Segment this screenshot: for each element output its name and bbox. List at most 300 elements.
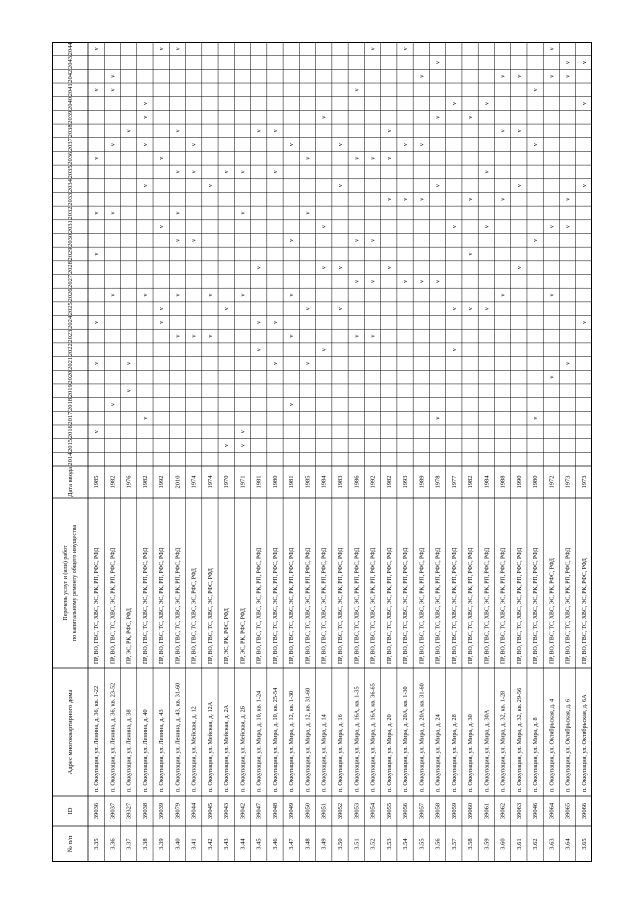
cell-services: ПР, ВО, ГВС, ТС, ХВС, ЭС, РК, РП, РФС, РФД — [305, 547, 312, 664]
cell-id: 39056 — [402, 802, 410, 820]
check-mark: v — [94, 430, 101, 434]
check-mark: v — [289, 334, 296, 338]
cell-address: п. Оккупация, ул. Мира, д. 14 — [320, 714, 328, 792]
cell-year: 1978 — [434, 475, 442, 489]
check-mark: v — [500, 293, 507, 297]
year-header-2034: 2034 — [67, 179, 74, 193]
check-mark: v — [500, 129, 507, 133]
cell-num: 3.47 — [288, 838, 296, 850]
cell-year: 1977 — [450, 475, 458, 489]
check-mark: v — [142, 143, 149, 147]
year-header-2042: 2042 — [67, 69, 74, 83]
cell-address: п. Оккупация, ул. Ленина, д. 40 — [141, 709, 149, 792]
check-mark: v — [289, 238, 296, 242]
cell-num: 3.62 — [532, 838, 540, 850]
check-mark: v — [110, 88, 117, 92]
check-mark: v — [549, 293, 556, 297]
check-mark: v — [321, 225, 328, 229]
cell-num: 3.52 — [369, 838, 377, 850]
schedule-table — [52, 42, 592, 862]
year-header-2027: 2027 — [67, 274, 74, 288]
year-header-2035: 2035 — [67, 165, 74, 179]
year-header-2024: 2024 — [67, 315, 74, 329]
year-header-2038: 2038 — [67, 124, 74, 138]
cell-num: 3.45 — [255, 838, 263, 850]
check-mark: v — [435, 184, 442, 188]
cell-address: п. Оккупация, ул. Октябрьская, д. 6 — [564, 698, 572, 792]
check-mark: v — [549, 225, 556, 229]
check-mark: v — [484, 170, 491, 174]
cell-services: ПР, ВО, ГВС, ТС, ХВС, ЭС, РК, РП, РФС, РФД — [94, 547, 101, 664]
check-mark: v — [110, 293, 117, 297]
check-mark: v — [305, 211, 312, 215]
check-mark: v — [175, 211, 182, 215]
cell-services: ПР, ЭС, РК, РФС, РФД — [240, 608, 247, 664]
check-mark: v — [516, 184, 523, 188]
cell-address: п. Оккупация, ул. Мейская, д. 2Б — [239, 705, 247, 792]
cell-address: п. Оккупация, ул. Октябрьская, д. 4 — [548, 698, 556, 792]
check-mark: v — [272, 170, 279, 174]
cell-address: п. Оккупация, ул. Мира, д. 12, кв. 1-30 — [288, 690, 296, 792]
check-mark: v — [565, 61, 572, 65]
check-mark: v — [126, 361, 133, 365]
cell-address: п. Оккупация, ул. Мира, д. 16 — [337, 714, 344, 792]
cell-id: 39036 — [93, 802, 101, 820]
cell-id: 39055 — [385, 802, 393, 820]
cell-address: п. Оккупация, ул. Ленина, д. 36, кв. 1-22 — [93, 685, 101, 792]
cell-services: ПР, ВО, ГВС, ТС, ХВС, ЭС, РК, РП, РФС, РФД — [289, 547, 296, 664]
check-mark: v — [272, 320, 279, 324]
check-mark: v — [175, 47, 182, 51]
cell-year: 1982 — [385, 475, 393, 489]
check-mark: v — [435, 115, 442, 119]
cell-num: 3.49 — [320, 838, 328, 850]
check-mark: v — [354, 279, 361, 283]
check-mark: v — [224, 170, 231, 174]
cell-id: 39050 — [304, 802, 312, 820]
year-header-2036: 2036 — [67, 151, 74, 165]
check-mark: v — [565, 361, 572, 365]
header-num: № п/п — [67, 835, 74, 853]
cell-services: ПР, ВО, ГВС, ТС, ХВС, ЭС, РК, РП, РФС, РФД — [175, 547, 182, 664]
cell-num: 3.38 — [141, 838, 149, 850]
cell-year: 1989 — [418, 475, 426, 489]
cell-services: ПР, ЭС, РК, РФС, РФД — [224, 608, 231, 664]
check-mark: v — [110, 143, 117, 147]
cell-id: 39046 — [532, 802, 540, 820]
check-mark: v — [94, 211, 101, 215]
cell-num: 3.50 — [337, 838, 344, 850]
cell-id: 39064 — [548, 802, 556, 820]
check-mark: v — [142, 102, 149, 106]
check-mark: v — [256, 348, 263, 352]
check-mark: v — [451, 225, 458, 229]
check-mark: v — [159, 156, 166, 160]
check-mark: v — [191, 238, 198, 242]
cell-year: 1985 — [93, 475, 101, 489]
cell-num: 3.60 — [499, 838, 507, 850]
cell-year: 1988 — [499, 475, 507, 489]
year-header-2040: 2040 — [67, 97, 74, 111]
check-mark: v — [468, 115, 475, 119]
check-mark: v — [159, 307, 166, 311]
check-mark: v — [549, 375, 556, 379]
cell-id: 39052 — [337, 802, 344, 820]
cell-year: 1980 — [271, 475, 279, 489]
cell-num: 3.48 — [304, 838, 312, 850]
cell-year: 1974 — [190, 475, 198, 489]
header-services: Перечень услуг и (или) работ — [63, 545, 69, 621]
check-mark: v — [386, 129, 393, 133]
cell-id: 39037 — [109, 802, 117, 820]
check-mark: v — [338, 184, 344, 188]
check-mark: v — [175, 170, 182, 174]
year-header-2029: 2029 — [67, 247, 74, 261]
cell-num: 3.35 — [93, 838, 101, 850]
check-mark: v — [435, 416, 442, 420]
check-mark: v — [565, 225, 572, 229]
cell-num: 3.37 — [125, 838, 133, 850]
year-header-2026: 2026 — [67, 288, 74, 302]
header-address: Адрес многоквартирного дома — [67, 689, 74, 775]
check-mark: v — [142, 115, 149, 119]
check-mark: v — [224, 443, 231, 447]
cell-num: 3.57 — [450, 838, 458, 850]
check-mark: v — [94, 361, 101, 365]
check-mark: v — [581, 102, 588, 106]
check-mark: v — [484, 307, 491, 311]
cell-year: 1993 — [402, 475, 410, 489]
cell-services: ПР, ВО, ГВС, ТС, ХВС, ЭС, РК, РП, РФС, РФД — [468, 547, 475, 664]
cell-address: п. Оккупация, ул. Мира, д. 12, кв. 31-60 — [304, 687, 312, 792]
check-mark: v — [289, 293, 296, 297]
check-mark: v — [484, 102, 491, 106]
cell-num: 3.63 — [548, 838, 556, 850]
check-mark: v — [126, 389, 133, 393]
cell-num: 3.41 — [190, 838, 198, 850]
cell-year: 1984 — [483, 475, 491, 489]
check-mark: v — [256, 266, 263, 270]
check-mark: v — [207, 293, 214, 297]
check-mark: v — [159, 320, 166, 324]
cell-year: 1973 — [564, 475, 572, 489]
year-header-2032: 2032 — [67, 206, 74, 220]
cell-num: 3.53 — [385, 838, 393, 850]
check-mark: v — [142, 293, 149, 297]
header-year: Дата ввода — [67, 467, 74, 497]
cell-services: ПР, ВО, ГВС, ТС, ХВС, ЭС, РК, РП, РФС, РФД — [321, 547, 328, 664]
year-header-2020: 2020 — [67, 370, 74, 384]
check-mark: v — [565, 197, 572, 201]
check-mark: v — [419, 279, 426, 283]
cell-id: 39053 — [353, 802, 361, 820]
cell-num: 3.40 — [174, 838, 182, 850]
cell-year: 1983 — [337, 475, 344, 489]
cell-id: 39038 — [141, 802, 149, 820]
cell-year: 1984 — [320, 475, 328, 489]
check-mark: v — [338, 266, 344, 270]
check-mark: v — [240, 443, 247, 447]
check-mark: v — [435, 279, 442, 283]
cell-id: 39051 — [320, 802, 328, 820]
cell-id: 39039 — [158, 802, 166, 820]
check-mark: v — [565, 74, 572, 78]
check-mark: v — [533, 88, 540, 92]
header-id: ID — [67, 807, 74, 815]
cell-services: ПР, ВО, ГВС, ТС, ХВС, ЭС, РК, РП, РФС, РФД — [272, 547, 279, 664]
year-header-2041: 2041 — [67, 83, 74, 97]
cell-address: п. Оккупация, ул. Мира, д. 16А, кв. 1-35 — [353, 686, 361, 792]
cell-services: ПР, ВО, ГВС, ТС, ХВС, ЭС, РК, РП, РФС, РФД — [159, 547, 166, 664]
check-mark: v — [581, 61, 588, 65]
check-mark: v — [256, 129, 263, 133]
check-mark: v — [175, 293, 182, 297]
cell-id: 39047 — [255, 802, 263, 820]
cell-year: 1974 — [206, 475, 214, 489]
cell-id: 39043 — [223, 802, 231, 820]
year-header-2033: 2033 — [67, 192, 74, 206]
cell-year: 1970 — [223, 475, 231, 489]
check-mark: v — [289, 402, 296, 406]
check-mark: v — [94, 320, 101, 324]
cell-id: 39057 — [418, 802, 426, 820]
check-mark: v — [403, 47, 410, 51]
cell-num: 3.58 — [467, 838, 475, 850]
cell-id: 39065 — [564, 802, 572, 820]
check-mark: v — [321, 348, 328, 352]
cell-id: 39044 — [190, 802, 198, 820]
cell-year: 1992 — [369, 475, 377, 489]
check-mark: v — [305, 156, 312, 160]
check-mark: v — [516, 129, 523, 133]
check-mark: v — [110, 402, 117, 406]
check-mark: v — [354, 334, 361, 338]
cell-address: п. Оккупация, ул. Ленина, д. 43 — [158, 709, 166, 792]
check-mark: v — [94, 47, 101, 51]
check-mark: v — [370, 279, 377, 283]
check-mark: v — [175, 334, 182, 338]
cell-address: п. Оккупация, ул. Мейская, д. 12А — [206, 701, 214, 792]
cell-id: 39045 — [206, 802, 214, 820]
check-mark: v — [175, 129, 182, 133]
cell-address: п. Оккупация, ул. Мира, д. 10, кв. 25-54 — [271, 687, 279, 792]
year-header-2022: 2022 — [67, 343, 74, 357]
cell-services: ПР, ВО, ГВС, ТС, ХВС, ЭС, РК, РП, РФС, РФД — [338, 547, 344, 664]
check-mark: v — [94, 252, 101, 256]
cell-year: 1981 — [255, 475, 263, 489]
check-mark: v — [386, 156, 393, 160]
cell-year: 2010 — [174, 475, 182, 489]
check-mark: v — [419, 74, 426, 78]
cell-address: п. Оккупация, ул. Мира, д. 20А, кв. 1-30 — [402, 686, 410, 792]
cell-num: 3.44 — [239, 838, 247, 850]
cell-services: ПР, ЭС, РК, РФС, РФД — [126, 608, 133, 664]
year-header-2043: 2043 — [67, 56, 74, 70]
cell-services: ПР, ВО, ГВС, ТС, ХВС, ЭС, РК, РП, РФС, РФД — [451, 547, 458, 664]
cell-id: 39079 — [174, 802, 182, 820]
year-header-2031: 2031 — [67, 220, 74, 234]
cell-num: 3.61 — [515, 838, 523, 850]
schedule-table-grid — [52, 42, 592, 862]
check-mark: v — [581, 184, 588, 188]
cell-year: 1973 — [580, 475, 588, 489]
check-mark: v — [256, 320, 263, 324]
cell-services: ПР, ВО, ГВС, ТС, ХВС, ЭС, РК, РФС, РФД — [549, 558, 556, 664]
cell-year: 1980 — [532, 475, 540, 489]
check-mark: v — [191, 170, 198, 174]
cell-year: 1982 — [141, 475, 149, 489]
check-mark: v — [516, 266, 523, 270]
check-mark: v — [403, 143, 410, 147]
cell-address: п. Оккупация, ул. Мира, д. 32, кв. 29-56 — [515, 687, 523, 792]
cell-num: 3.55 — [418, 838, 426, 850]
year-header-2017: 2017 — [67, 411, 74, 425]
check-mark: v — [305, 307, 312, 311]
cell-id: 39049 — [288, 802, 296, 820]
check-mark: v — [403, 197, 410, 201]
cell-address: п. Оккупация, ул. Мейская, д. 12 — [190, 706, 198, 792]
cell-year: 1985 — [304, 475, 312, 489]
check-mark: v — [533, 143, 540, 147]
cell-services: ПР, ВО, ГВС, ТС, ХВС, ЭС, РК, РП, РФС, РФД — [110, 547, 117, 664]
check-mark: v — [142, 416, 149, 420]
cell-services: ПР, ВО, ГВС, ТС, ХВС, ЭС, РК, РП, РФС, РФД — [370, 547, 377, 664]
check-mark: v — [240, 211, 247, 215]
check-mark: v — [435, 61, 442, 65]
check-mark: v — [386, 266, 393, 270]
cell-num: 3.56 — [434, 838, 442, 850]
cell-services: ПР, ВО, ГВС, ТС, ХВС, ЭС, РК, РП, РФС, РФД — [435, 547, 442, 664]
check-mark: v — [451, 307, 458, 311]
cell-id: 39327 — [125, 802, 133, 820]
cell-address: п. Оккупация, ул. Мира, д. 20 — [385, 714, 393, 792]
cell-id: 39058 — [434, 802, 442, 820]
cell-services: ПР, ВО, ГВС, ТС, ХВС, ЭС, РК, РП, РФС, РФД — [354, 547, 361, 664]
check-mark: v — [419, 143, 426, 147]
cell-address: п. Оккупация, ул. Мира, д. 30 — [467, 714, 475, 792]
cell-id: 39042 — [239, 802, 247, 820]
year-header-2015: 2015 — [67, 438, 74, 452]
cell-num: 3.59 — [483, 838, 491, 850]
cell-address: п. Оккупация, ул. Мира, д. 16А, кв. 36-65 — [369, 683, 377, 792]
cell-year: 1982 — [109, 475, 117, 489]
check-mark: v — [207, 184, 214, 188]
cell-address: п. Оккупация, ул. Мира, д. 30А — [483, 709, 491, 792]
check-mark: v — [468, 197, 475, 201]
check-mark: v — [191, 334, 198, 338]
cell-address: п. Оккупация, ул. Ленина, д. 38 — [125, 709, 133, 792]
check-mark: v — [207, 334, 214, 338]
cell-id: 39054 — [369, 802, 377, 820]
cell-services: ПР, ВО, ГВС, ТС, ХВС, ЭС, РК, РП, РФС, РФД — [500, 547, 507, 664]
year-header-2044: 2044 — [67, 42, 74, 56]
cell-year: 1972 — [548, 475, 556, 489]
cell-year: 1982 — [467, 475, 475, 489]
year-header-2037: 2037 — [67, 138, 74, 152]
check-mark: v — [354, 238, 361, 242]
cell-services: ПР, ВО, ГВС, ТС, ХВС, ЭС, РК, РП, РФС, РФД — [403, 547, 410, 664]
check-mark: v — [142, 184, 149, 188]
year-header-2019: 2019 — [67, 384, 74, 398]
cell-address: п. Оккупация, ул. Ленина, д. 43, кв. 31-60 — [174, 682, 182, 792]
check-mark: v — [240, 170, 247, 174]
check-mark: v — [289, 143, 296, 147]
cell-services: ПР, ВО, ГВС, ТС, ХВС, ЭС, РК, РП, РФС, РФД — [533, 547, 540, 664]
cell-services: ПР, ВО, ГВС, ТС, ХВС, ЭС, РК, РП, РФС, РФД — [419, 547, 426, 664]
year-header-2021: 2021 — [67, 356, 74, 370]
cell-num: 3.42 — [206, 838, 214, 850]
year-header-2023: 2023 — [67, 329, 74, 343]
check-mark: v — [484, 225, 491, 229]
check-mark: v — [354, 88, 361, 92]
cell-id: 39059 — [450, 802, 458, 820]
cell-services: ПР, ВО, ГВС, ТС, ХВС, ЭС, РК, РП, РФС, РФД — [516, 547, 523, 664]
cell-address: п. Оккупация, ул. Ленина, д. 36, кв. 23-52 — [109, 682, 117, 792]
check-mark: v — [549, 47, 556, 51]
cell-services: ПР, ВО, ГВС, ТС, ХВС, ЭС, РК, РП, РФС, РФД — [142, 547, 149, 664]
check-mark: v — [581, 320, 588, 324]
check-mark: v — [354, 156, 361, 160]
check-mark: v — [451, 102, 458, 106]
cell-address: п. Оккупация, ул. Мира, д. 24 — [434, 714, 442, 792]
cell-address: п. Оккупация, ул. Мира, д. 20А, кв. 31-60 — [418, 683, 426, 792]
cell-num: 3.64 — [564, 838, 572, 850]
cell-services: ПР, ВО, ГВС, ТС, ХВС, ЭС, РФС, РФД — [207, 568, 214, 664]
check-mark: v — [500, 197, 507, 201]
cell-num: 3.51 — [353, 838, 361, 850]
check-mark: v — [338, 143, 344, 147]
check-mark: v — [321, 115, 328, 119]
cell-services: ПР, ВО, ГВС, ТС, ХВС, ЭС, РК, РП, РФС, РФД — [484, 547, 491, 664]
check-mark: v — [403, 279, 410, 283]
cell-id: 39062 — [499, 802, 507, 820]
check-mark: v — [240, 293, 247, 297]
year-header-2016: 2016 — [67, 425, 74, 439]
year-header-2014: 2014 — [67, 452, 74, 466]
check-mark: v — [240, 430, 247, 434]
cell-address: п. Оккупация, ул. Мира, д. 10, кв. 1-24 — [255, 690, 263, 792]
check-mark: v — [321, 266, 328, 270]
check-mark: v — [419, 197, 426, 201]
cell-id: 39048 — [271, 802, 279, 820]
check-mark: v — [126, 129, 133, 133]
check-mark: v — [533, 416, 540, 420]
cell-services: ПР, ВО, ГВС, ТС, ХВС, ЭС, РК, РП, РФС, РФД — [386, 547, 393, 664]
cell-year: 1981 — [288, 475, 296, 489]
header-services-cont: по капитальному ремонту общего имущества — [72, 524, 78, 642]
cell-address: п. Оккупация, ул. Мейская, д. 2А — [223, 704, 231, 792]
check-mark: v — [94, 88, 101, 92]
cell-num: 3.46 — [271, 838, 279, 850]
check-mark: v — [370, 156, 377, 160]
check-mark: v — [468, 307, 475, 311]
year-header-2025: 2025 — [67, 302, 74, 316]
check-mark: v — [370, 334, 377, 338]
year-header-2039: 2039 — [67, 110, 74, 124]
cell-num: 3.43 — [223, 838, 231, 850]
cell-num: 3.36 — [109, 838, 117, 850]
check-mark: v — [272, 361, 279, 365]
cell-id: 39060 — [467, 802, 475, 820]
year-header-2030: 2030 — [67, 233, 74, 247]
check-mark: v — [338, 307, 344, 311]
check-mark: v — [305, 361, 312, 365]
cell-year: 1971 — [239, 475, 247, 489]
check-mark: v — [451, 348, 458, 352]
check-mark: v — [94, 156, 101, 160]
cell-year: 1992 — [158, 475, 166, 489]
check-mark: v — [516, 74, 523, 78]
